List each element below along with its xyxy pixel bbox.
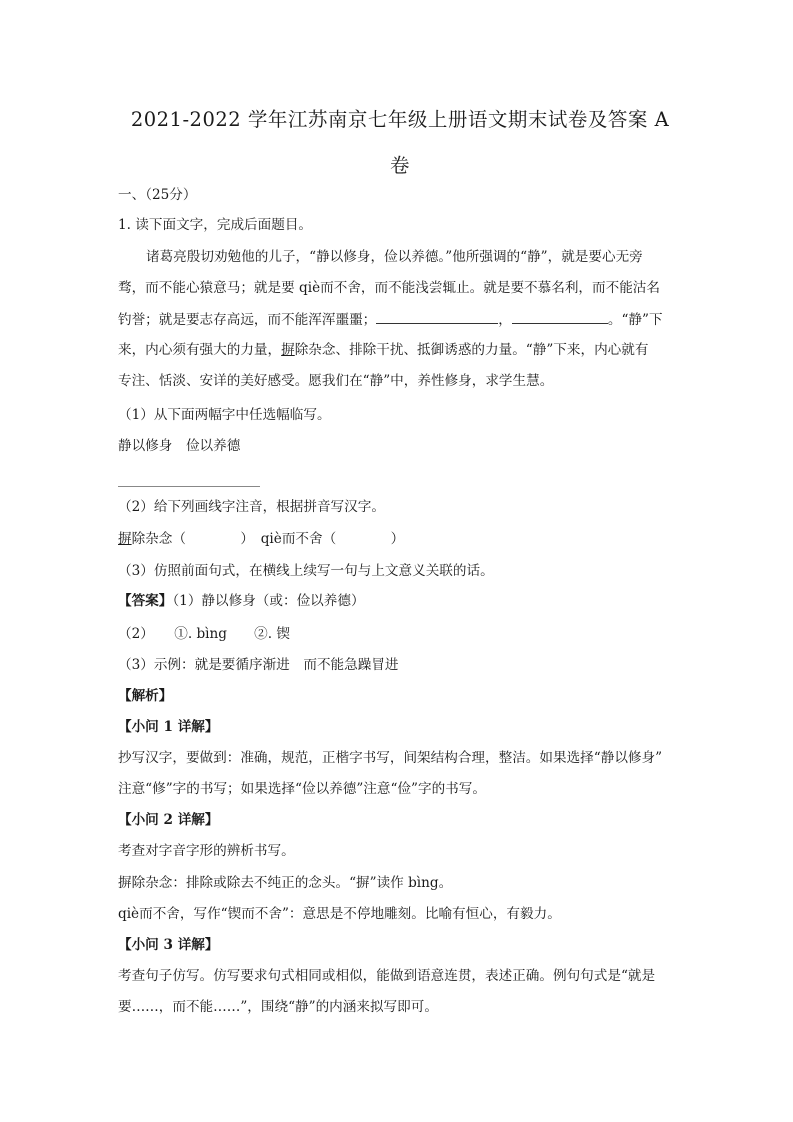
calligraphy-chars: 静以修身 俭以养德 bbox=[118, 438, 241, 454]
subquestion-1: （1）从下面两幅字中任选幅临写。 bbox=[118, 407, 331, 423]
answer-line-1 bbox=[118, 592, 365, 610]
subquestion-2: （2）给下列画线字注音，根据拼音写汉字。 bbox=[118, 499, 385, 515]
analysis-label: 【解析】 bbox=[118, 688, 173, 704]
passage-line-4 bbox=[118, 341, 648, 359]
underlined-char: 摒 bbox=[118, 531, 132, 547]
detail-3-line-1: 考查句子仿写。仿写要求句式相同或相似，能做到语意连贯，表述正确。例句句式是“就是 bbox=[118, 968, 656, 984]
detail-2-label: 【小问 2 详解】 bbox=[118, 812, 219, 828]
answer-2: （2） ①. bìng ②. 锲 bbox=[118, 626, 290, 642]
answer-label: 【答案】 bbox=[118, 593, 173, 609]
answer-1: （1）静以修身（或：俭以养德） bbox=[172, 593, 365, 609]
subquestion-3: （3）仿照前面句式，在横线上续写一句与上文意义关联的话。 bbox=[118, 563, 494, 579]
passage-line-4-start: 来，内心须有强大的力量， bbox=[118, 342, 282, 358]
passage-line-4-end: 除杂念、排除干扰、抵御诱惑的力量。“静”下来，内心就有 bbox=[294, 342, 649, 358]
detail-2-line-1: 考查对字音字形的辨析书写。 bbox=[118, 843, 295, 859]
detail-1-line-1: 抄写汉字，要做到：准确，规范，正楷字书写，间架结构合理，整洁。如果选择“静以修身” bbox=[118, 750, 663, 766]
comma: ， bbox=[498, 312, 512, 328]
detail-2-line-2: 摒除杂念：排除或除去不纯正的念头。“摒”读作 bìng。 bbox=[118, 875, 453, 891]
passage-line-1: 诸葛亮殷切劝勉他的儿子，“静以修身，俭以养德。”他所强调的“静”，就是要心无旁 bbox=[146, 249, 643, 265]
document-title-continued: 卷 bbox=[389, 154, 410, 177]
fill-blank-1[interactable] bbox=[376, 310, 498, 324]
detail-1-line-2: 注意“修”字的书写；如果选择“俭以养德”注意“俭”字的书写。 bbox=[118, 781, 486, 797]
detail-3-label: 【小问 3 详解】 bbox=[118, 937, 219, 953]
subquestion-2-blanks: 除杂念（ ） qiè而不舍（ ） bbox=[131, 531, 405, 547]
detail-1-label: 【小问 1 详解】 bbox=[118, 719, 219, 735]
question-stem: 1. 读下面文字，完成后面题目。 bbox=[118, 217, 313, 233]
subquestion-2-items bbox=[118, 530, 404, 548]
underlined-char: 摒 bbox=[281, 342, 295, 358]
detail-2-line-3: qiè而不舍，写作“锲而不舍”：意思是不停地雕刻。比喻有恒心，有毅力。 bbox=[118, 906, 561, 922]
fill-blank-2[interactable] bbox=[512, 310, 608, 324]
section-heading: 一、（25分） bbox=[118, 187, 197, 203]
passage-line-3 bbox=[118, 310, 663, 329]
document-title: 2021-2022 学年江苏南京七年级上册语文期末试卷及答案 A bbox=[130, 108, 670, 131]
passage-line-2: 骛，而不能心猿意马；就是要 qiè而不舍，而不能浅尝辄止。就是要不慕名利，而不能沽名 bbox=[118, 280, 660, 296]
answer-3: （3）示例：就是要循序渐进 而不能急躁冒进 bbox=[118, 657, 399, 673]
copy-line bbox=[118, 486, 260, 487]
passage-line-3-text: 钓誉；就是要志存高远，而不能浑浑噩噩； bbox=[118, 312, 377, 328]
passage-line-5: 专注、恬淡、安详的美好感受。愿我们在“静”中，养性修身，求学生慧。 bbox=[118, 373, 554, 389]
passage-line-3-end: 。“静”下 bbox=[607, 312, 663, 328]
detail-3-line-2: 要……，而不能……”，围绕“静”的内涵来拟写即可。 bbox=[118, 999, 438, 1015]
